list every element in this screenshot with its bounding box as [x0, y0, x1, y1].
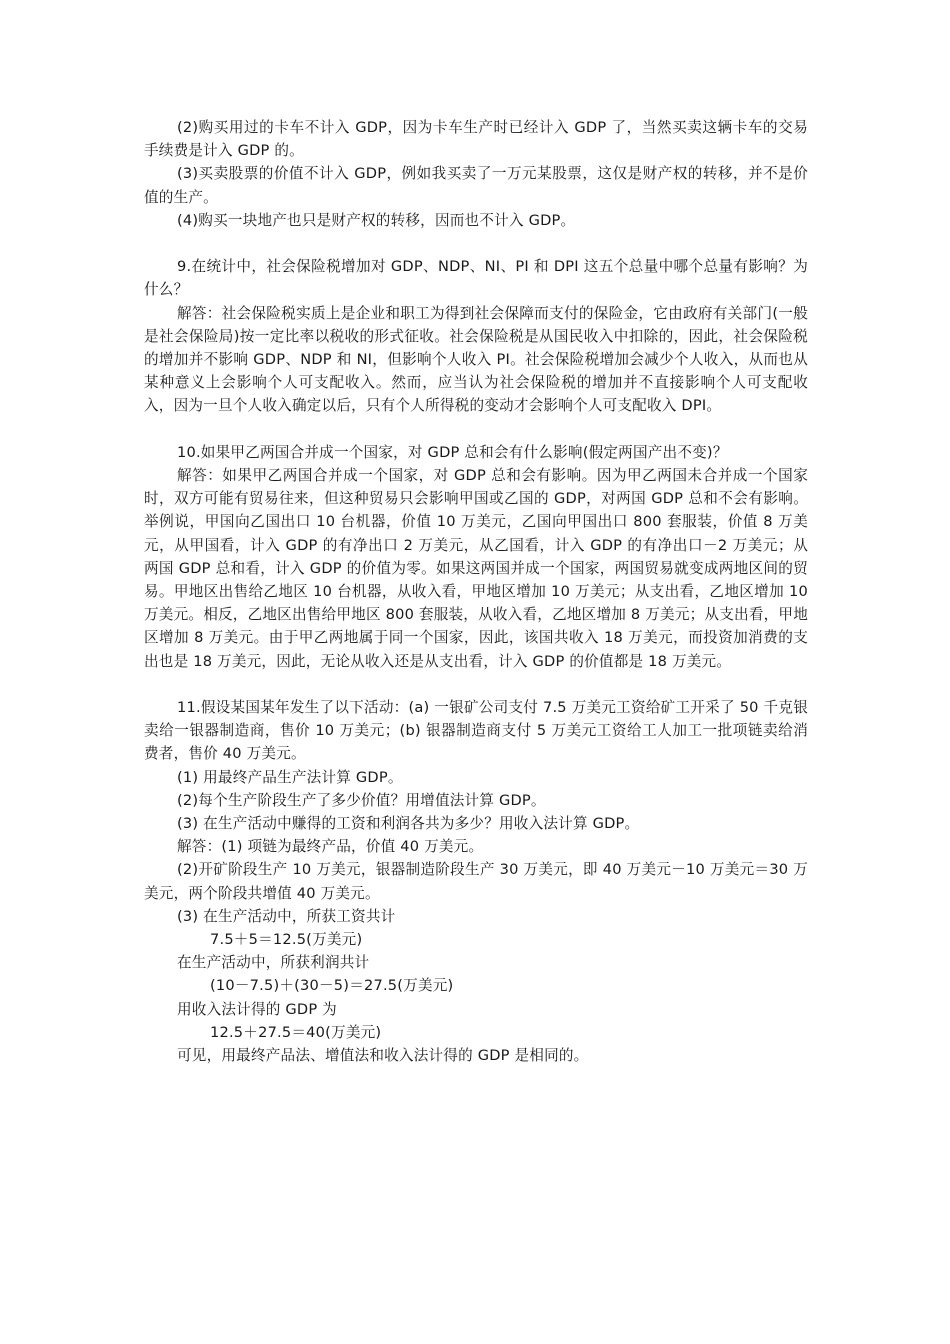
paragraph: (1) 用最终产品生产法计算 GDP。 [177, 768, 403, 786]
answer-9: 解答：社会保险税实质上是企业和职工为得到社会保障而支付的保险金，它由政府有关部门(一般是社会保险局)按一定比率以税收的形式征收。社会保险税是从国民收入中扣除的，因此，社会保险税的增加并不影响 GDP、NDP 和 NI，但影响个人收入 PI。社会保险税增加会减少个人收入，从而也从某种意义上会影响个人可支配收入。然而，应当认为社会保险税的增加并不直接影响个人可支配收入，因为一旦个人收入确定以后，只有个人所得税的变动才会影响个人可支配收入 DPI。 [144, 304, 808, 415]
paragraph: 可见，用最终产品法、增值法和收入法计得的 GDP 是相同的。 [177, 1047, 589, 1065]
paragraph: (4)购买一块地产也只是财产权的转移，因而也不计入 GDP。 [177, 211, 576, 229]
paragraph-gap [144, 418, 808, 441]
question-9: 9.在统计中，社会保险税增加对 GDP、NDP、NI、PI 和 DPI 这五个总量中哪个总量有影响？为什么？ [144, 258, 808, 299]
paragraph-gap [144, 673, 808, 696]
paragraph: (3) 在生产活动中，所获工资共计 [177, 907, 396, 925]
paragraph: 在生产活动中，所获利润共计 [177, 954, 370, 972]
paragraph: (3)买卖股票的价值不计入 GDP，例如我买卖了一万元某股票，这仅是财产权的转移，并不是价值的生产。 [144, 165, 808, 206]
paragraph: (2)购买用过的卡车不计入 GDP，因为卡车生产时已经计入 GDP 了，当然买卖这辆卡车的交易手续费是计入 GDP 的。 [144, 119, 808, 160]
formula-line: (10－7.5)＋(30－5)＝27.5(万美元) [210, 977, 454, 995]
paragraph-gap [144, 232, 808, 255]
document-body [144, 116, 808, 1067]
formula-line: 12.5＋27.5＝40(万美元) [210, 1023, 382, 1041]
question-10: 10.如果甲乙两国合并成一个国家，对 GDP 总和会有什么影响(假定两国产出不变)？ [177, 443, 728, 461]
paragraph: (3) 在生产活动中赚得的工资和利润各共为多少？用收入法计算 GDP。 [177, 815, 640, 833]
paragraph: 用收入法计得的 GDP 为 [177, 1000, 337, 1018]
question-11: 11.假设某国某年发生了以下活动：(a) 一银矿公司支付 7.5 万美元工资给矿工开采了 50 千克银卖给一银器制造商，售价 10 万美元；(b) 银器制造商支付 5 万美元工资给工人加工一批项链卖给消费者，售价 40 万美元。 [144, 699, 808, 763]
answer-11: 解答：(1) 项链为最终产品，价值 40 万美元。 [177, 838, 484, 856]
paragraph: (2)每个生产阶段生产了多少价值？用增值法计算 GDP。 [177, 791, 546, 809]
answer-10: 解答：如果甲乙两国合并成一个国家，对 GDP 总和会有影响。因为甲乙两国未合并成一个国家时，双方可能有贸易往来，但这种贸易只会影响甲国或乙国的 GDP，对两国 GDP 总和不会有影响。举例说，甲国向乙国出口 10 台机器，价值 10 万美元，乙国向甲国出口 800 套服装，价值 8 万美元，从甲国看，计入 GDP 的有净出口 2 万美元，从乙国看，计入 GDP 的有净出口－2 万美元；从两国 GDP 总和看，计入 GDP 的价值为零。如果这两国并成一个国家，两国贸易就变成两地区间的贸易。甲地区出售给乙地区 10 台机器，从收入看，甲地区增加 10 万美元；从支出看，乙地区增加 10 万美元。相反，乙地区出售给甲地区 800 套服装，从收入看，乙地区增加 8 万美元；从支出看，甲地区增加 8 万美元。由于甲乙两地属于同一个国家，因此，该国共收入 18 万美元，而投资加消费的支出也是 18 万美元，因此，无论从收入还是从支出看，计入 GDP 的价值都是 18 万美元。 [144, 467, 808, 670]
paragraph: (2)开矿阶段生产 10 万美元，银器制造阶段生产 30 万美元，即 40 万美元－10 万美元＝30 万美元，两个阶段共增值 40 万美元。 [144, 861, 808, 902]
formula-line: 7.5＋5＝12.5(万美元) [210, 931, 363, 949]
